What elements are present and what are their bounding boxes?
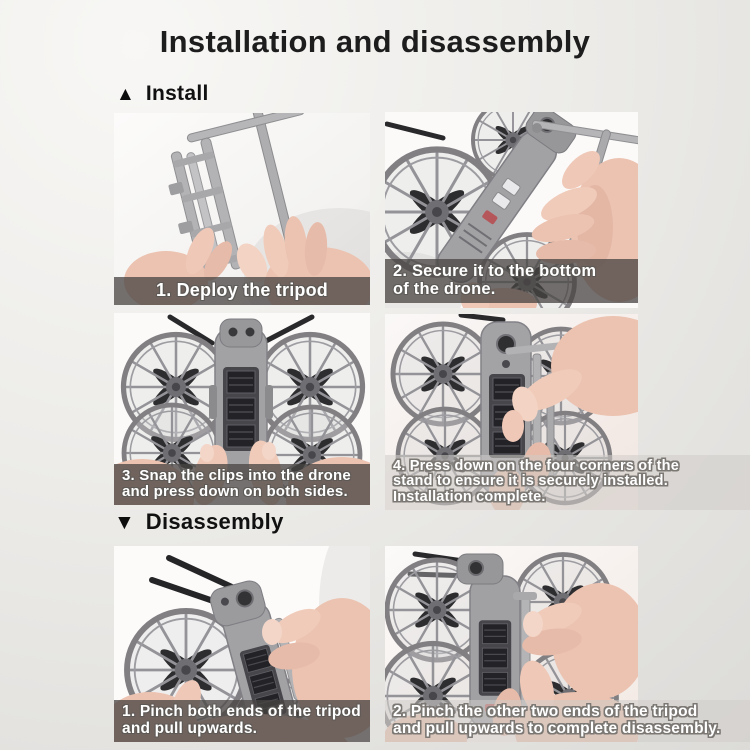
caption-line: and pull upwards to complete disassembly. [393, 719, 721, 737]
photo-install-step-4 [385, 314, 679, 510]
caption-line: 2. Pinch the other two ends of the tripod [393, 703, 698, 721]
section-install-label: Install [145, 82, 209, 105]
section-disassembly-heading [114, 509, 284, 535]
page-title: Installation and disassembly [159, 24, 591, 59]
section-install-heading [116, 82, 209, 106]
triangle-down-icon: ▼ [114, 510, 135, 534]
caption-line: 3. Snap the clips into the drone [122, 467, 351, 485]
photo-install-step-1 [114, 113, 370, 305]
caption-line: and press down on both sides. [122, 483, 348, 501]
section-disassembly-label: Disassembly [145, 509, 284, 534]
caption-install-step-4 [385, 455, 750, 510]
caption-line: and pull upwards. [122, 719, 258, 737]
caption-line: stand to ensure it is securely installed. [393, 473, 668, 490]
caption-line: 1. Pinch both ends of the tripod [122, 703, 361, 721]
caption-disassembly-step-2 [385, 700, 750, 742]
caption-disassembly-step-1 [114, 700, 370, 742]
caption-line: 2. Secure it to the bottom [393, 262, 597, 281]
caption-line: 1. Deploy the tripod [155, 279, 328, 300]
caption-install-step-2 [385, 259, 638, 303]
caption-line: of the drone. [393, 279, 496, 298]
caption-line: 4. Press down on the four corners of the [393, 457, 679, 474]
triangle-up-icon: ▲ [116, 83, 135, 105]
caption-install-step-3 [114, 464, 370, 505]
photo-install-step-2 [385, 112, 638, 308]
photo-disassembly-step-2 [385, 546, 721, 742]
photo-disassembly-step-1 [114, 546, 370, 742]
photo-install-step-3 [114, 313, 370, 505]
caption-line: Installation complete. [393, 488, 546, 505]
caption-install-step-1 [114, 277, 370, 305]
